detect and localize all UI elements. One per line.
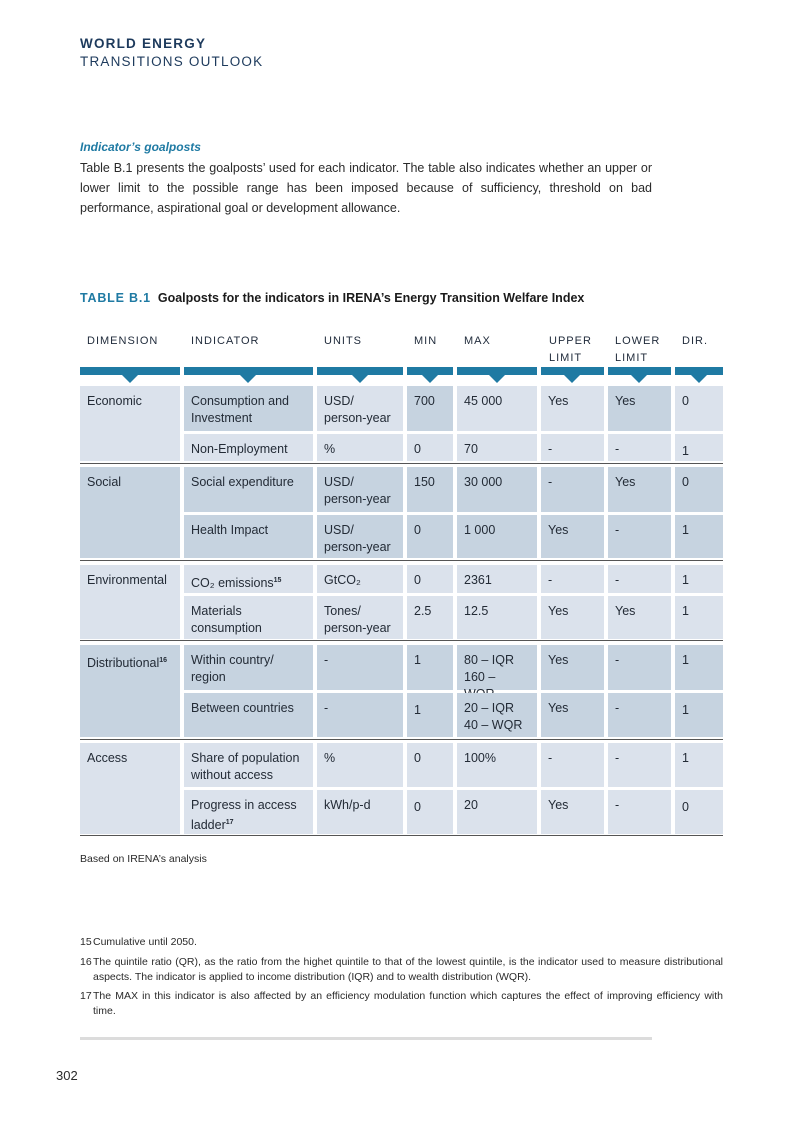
col-header-upper-limit: UPPER LIMIT (549, 335, 592, 364)
lower-limit-cell: - (608, 693, 671, 737)
upper-limit-cell: - (541, 467, 604, 512)
header-bar-max (457, 367, 537, 375)
dimension-cell: Economic (80, 386, 180, 461)
footnote-ref: 17 (225, 819, 234, 826)
max-cell: 45 000 (457, 386, 537, 431)
lower-limit-cell: - (608, 515, 671, 558)
indicator-cell (184, 565, 313, 593)
lower-limit-cell: - (608, 434, 671, 461)
direction-cell: 1 (675, 515, 723, 558)
indicator-cell (184, 790, 313, 834)
col-header-units: UNITS (324, 335, 362, 347)
direction-cell: 1 (675, 434, 723, 461)
upper-limit-cell: Yes (541, 596, 604, 639)
header-pointer-dir (691, 375, 707, 383)
footnote-text: The MAX in this indicator is also affected by an efficiency modulation function which captures the effect of improving efficiency with time. (93, 990, 723, 1017)
upper-limit-cell: Yes (541, 790, 604, 834)
indicator-cell: Social expenditure (184, 467, 313, 512)
table-title: Goalposts for the indicators in IRENA’s Energy Transition Welfare Index (157, 291, 585, 305)
min-cell: 2.5 (407, 596, 453, 639)
dimension-cell: Social (80, 467, 180, 558)
direction-cell: 1 (675, 743, 723, 787)
indicator-cell: Health Impact (184, 515, 313, 558)
footnote-number: 17 (80, 990, 92, 1002)
dimension-text: Distributional (87, 656, 160, 671)
min-cell: 150 (407, 467, 453, 512)
header-pointer-units (352, 375, 368, 383)
header-bar-dimension (80, 367, 180, 375)
header-pointer-indicator (240, 375, 256, 383)
direction-cell: 1 (675, 565, 723, 593)
upper-limit-cell: Yes (541, 386, 604, 431)
units-cell: USD/ person-year (317, 515, 403, 558)
intro-paragraph: Table B.1 presents the goalposts’ used for each indicator. The table also indicates whether an upper or lower limit to the possible range has been imposed because of sufficiency, threshold on bad performance, aspirational goal or development allowance. (80, 161, 652, 215)
lower-limit-cell: Yes (608, 596, 671, 639)
units-cell: - (317, 693, 403, 737)
header-pointer-upper (564, 375, 580, 383)
footnote-ref: 16 (159, 657, 168, 664)
header-pointer-dimension (122, 375, 138, 383)
indicator-text: Progress in access ladder (191, 798, 297, 833)
max-cell: 1 000 (457, 515, 537, 558)
col-header-max: MAX (464, 335, 491, 347)
footnote-number: 15 (80, 936, 92, 948)
page-number: 302 (56, 1068, 78, 1083)
direction-cell: 1 (675, 645, 723, 690)
footnote-number: 16 (80, 956, 92, 968)
header-bar-units (317, 367, 403, 375)
indicator-cell: Materials consumption (184, 596, 313, 639)
table-caption (80, 291, 584, 305)
max-cell: 12.5 (457, 596, 537, 639)
group-divider (80, 640, 723, 641)
units-cell: % (317, 743, 403, 787)
units-cell: USD/ person-year (317, 386, 403, 431)
col-header-direction: DIR. (682, 335, 708, 347)
units-cell: - (317, 645, 403, 690)
upper-limit-cell: Yes (541, 645, 604, 690)
indicator-cell: Consumption and Investment (184, 386, 313, 431)
dimension-cell: Access (80, 743, 180, 834)
table-source-note: Based on IRENA’s analysis (80, 853, 207, 865)
indicator-cell: Within country/ region (184, 645, 313, 690)
upper-limit-cell: Yes (541, 693, 604, 737)
upper-limit-cell: Yes (541, 515, 604, 558)
footnote (80, 955, 723, 985)
min-cell: 0 (407, 515, 453, 558)
col-header-indicator: INDICATOR (191, 335, 260, 347)
max-cell: 70 (457, 434, 537, 461)
max-cell: 80 – IQR 160 – (457, 645, 537, 690)
max-cell: 20 – IQR 40 – WQR (457, 693, 537, 737)
upper-limit-cell: - (541, 434, 604, 461)
lower-limit-cell: - (608, 790, 671, 834)
group-divider (80, 463, 723, 464)
table-label: TABLE B.1 (80, 291, 151, 305)
report-subtitle: TRANSITIONS OUTLOOK (80, 54, 264, 69)
section-title: Indicator’s goalposts (80, 140, 201, 154)
group-divider (80, 739, 723, 740)
min-cell: 0 (407, 743, 453, 787)
lower-limit-cell: Yes (608, 467, 671, 512)
lower-limit-cell: - (608, 565, 671, 593)
dimension-cell: Environmental (80, 565, 180, 639)
col-header-dimension: DIMENSION (87, 335, 159, 347)
report-title: WORLD ENERGY (80, 36, 207, 51)
direction-cell: 0 (675, 386, 723, 431)
upper-limit-cell: - (541, 565, 604, 593)
max-cell: 30 000 (457, 467, 537, 512)
indicator-cell: Share of population without access (184, 743, 313, 787)
col-header-lower-limit: LOWER LIMIT (615, 335, 661, 364)
min-cell: 1 (407, 693, 453, 737)
direction-cell: 0 (675, 467, 723, 512)
upper-limit-cell: - (541, 743, 604, 787)
header-pointer-lower (631, 375, 647, 383)
table-bottom-rule (80, 835, 723, 836)
header-bar-upper (541, 367, 604, 375)
footer-divider (80, 1037, 652, 1040)
header-pointer-min (422, 375, 438, 383)
group-divider (80, 560, 723, 561)
header-bar-indicator (184, 367, 313, 375)
direction-cell: 0 (675, 790, 723, 834)
direction-cell: 1 (675, 596, 723, 639)
header-pointer-max (489, 375, 505, 383)
dimension-cell (80, 645, 180, 737)
col-header-min: MIN (414, 335, 438, 347)
units-cell: Tones/ person-year (317, 596, 403, 639)
indicator-cell: Non-Employment (184, 434, 313, 461)
footnote-text: Cumulative until 2050. (93, 936, 197, 948)
footnote-ref: 15 (273, 577, 282, 584)
min-cell: 700 (407, 386, 453, 431)
header-bar-lower (608, 367, 671, 375)
indicator-text: CO₂ emissions (191, 576, 274, 591)
min-cell: 0 (407, 565, 453, 593)
max-cell: 100% (457, 743, 537, 787)
lower-limit-cell: Yes (608, 386, 671, 431)
units-cell: % (317, 434, 403, 461)
max-cell: 2361 (457, 565, 537, 593)
units-cell: GtCO₂ (317, 565, 403, 593)
indicator-cell: Between countries (184, 693, 313, 737)
units-cell: USD/ person-year (317, 467, 403, 512)
footnote (80, 989, 723, 1019)
min-cell: 1 (407, 645, 453, 690)
min-cell: 0 (407, 434, 453, 461)
lower-limit-cell: - (608, 645, 671, 690)
direction-cell: 1 (675, 693, 723, 737)
min-cell: 0 (407, 790, 453, 834)
header-bar-dir (675, 367, 723, 375)
footnote-text: The quintile ratio (QR), as the ratio from the highet quintile to that of the lowest quintile, is the indicator used to measure distributional aspects. The indicator is applied to income distribution (IQR) and to wealth distribution (WQR). (93, 956, 723, 983)
units-cell: kWh/p-d (317, 790, 403, 834)
header-bar-min (407, 367, 453, 375)
max-cell: 20 (457, 790, 537, 834)
lower-limit-cell: - (608, 743, 671, 787)
footnote (80, 935, 723, 950)
